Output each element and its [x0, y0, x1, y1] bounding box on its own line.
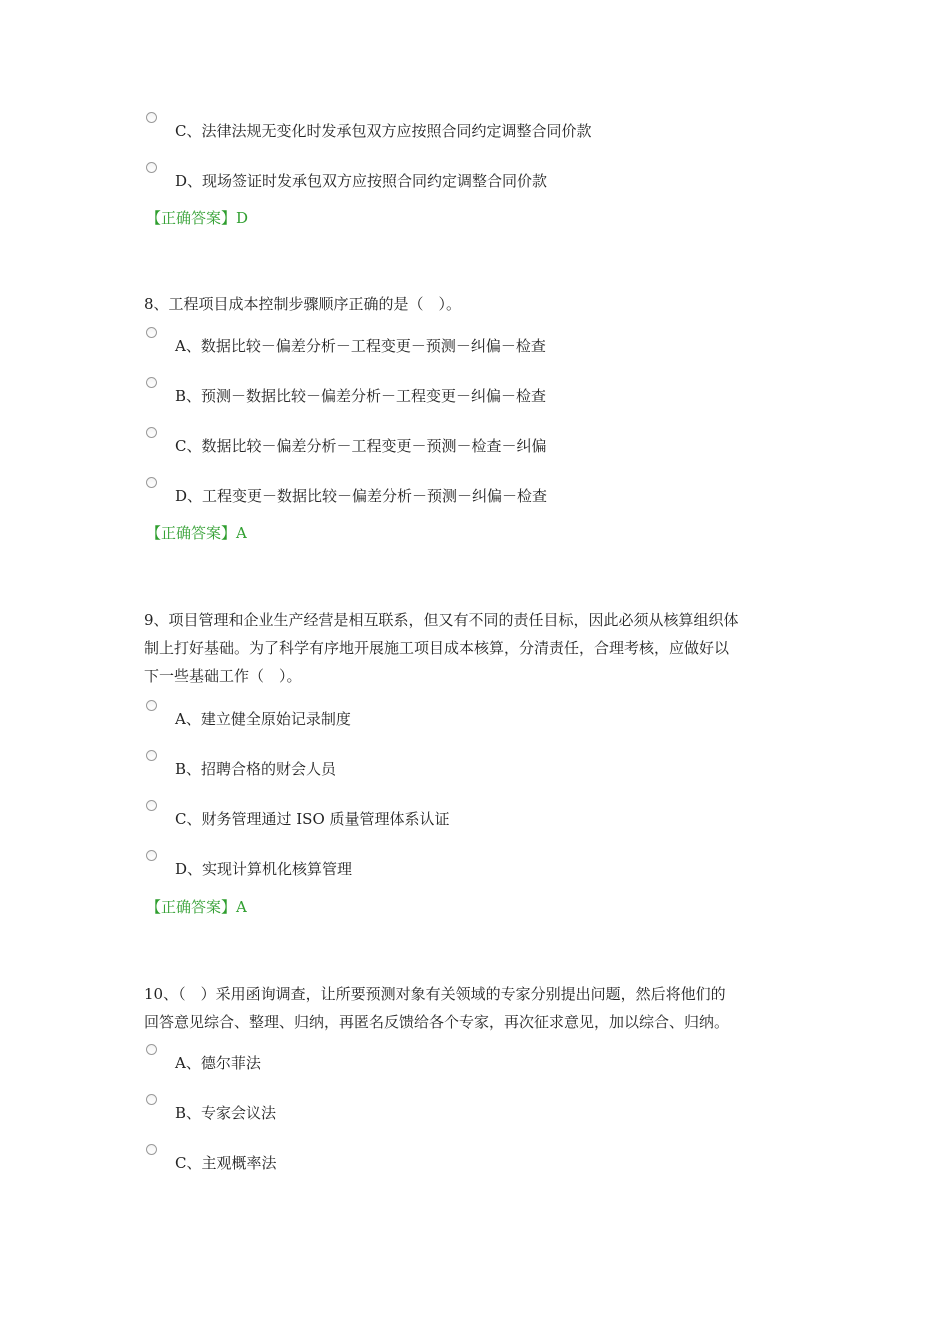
question-text: 10、（ ）采用函询调查，让所要预测对象有关领域的专家分别提出问题，然后将他们的	[144, 985, 726, 1003]
option-c[interactable]	[146, 120, 846, 146]
question-9	[144, 606, 814, 690]
option-label: A、数据比较－偏差分析－工程变更－预测－纠偏－检查	[175, 337, 546, 355]
radio-button-icon[interactable]	[146, 327, 157, 338]
radio-button-icon[interactable]	[146, 800, 157, 811]
question-text: 制上打好基础。为了科学有序地开展施工项目成本核算，分清责任，合理考核，应做好以	[144, 639, 730, 657]
radio-button-icon[interactable]	[146, 477, 157, 488]
option-d[interactable]	[146, 858, 846, 884]
option-c[interactable]	[146, 808, 846, 834]
option-a[interactable]	[146, 1052, 846, 1078]
option-label: D、现场签证时发承包双方应按照合同约定调整合同价款	[175, 172, 548, 190]
option-label: B、专家会议法	[175, 1104, 277, 1122]
option-b[interactable]	[146, 385, 846, 411]
option-d[interactable]	[146, 170, 846, 196]
option-label: A、建立健全原始记录制度	[175, 710, 351, 728]
option-a[interactable]	[146, 708, 846, 734]
radio-button-icon[interactable]	[146, 1044, 157, 1055]
option-b[interactable]	[146, 758, 846, 784]
question-text: 8、工程项目成本控制步骤顺序正确的是（ ）。	[144, 295, 462, 313]
correct-answer: 【正确答案】D	[146, 209, 249, 227]
option-d[interactable]	[146, 485, 846, 511]
question-text: 回答意见综合、整理、归纳，再匿名反馈给各个专家，再次征求意见，加以综合、归纳。	[144, 1013, 730, 1031]
option-label: D、实现计算机化核算管理	[175, 860, 353, 878]
question-text: 下一些基础工作（ ）。	[144, 667, 302, 685]
radio-button-icon[interactable]	[146, 377, 157, 388]
question-10	[144, 980, 814, 1036]
radio-button-icon[interactable]	[146, 850, 157, 861]
correct-answer: 【正确答案】A	[146, 898, 247, 916]
option-label: B、招聘合格的财会人员	[175, 760, 337, 778]
radio-button-icon[interactable]	[146, 162, 157, 173]
radio-button-icon[interactable]	[146, 750, 157, 761]
option-label: C、法律法规无变化时发承包双方应按照合同约定调整合同价款	[175, 122, 592, 140]
radio-button-icon[interactable]	[146, 700, 157, 711]
option-b[interactable]	[146, 1102, 846, 1128]
option-label: D、工程变更－数据比较－偏差分析－预测－纠偏－检查	[175, 487, 548, 505]
option-c[interactable]	[146, 1152, 846, 1178]
option-a[interactable]	[146, 335, 846, 361]
radio-button-icon[interactable]	[146, 1144, 157, 1155]
radio-button-icon[interactable]	[146, 427, 157, 438]
question-text: 9、项目管理和企业生产经营是相互联系，但又有不同的责任目标，因此必须从核算组织体	[144, 611, 739, 629]
radio-button-icon[interactable]	[146, 112, 157, 123]
option-c[interactable]	[146, 435, 846, 461]
option-label: B、预测－数据比较－偏差分析－工程变更－纠偏－检查	[175, 387, 547, 405]
option-label: C、财务管理通过 ISO 质量管理体系认证	[175, 810, 450, 828]
option-label: C、主观概率法	[175, 1154, 277, 1172]
option-label: C、数据比较－偏差分析－工程变更－预测－检查－纠偏	[175, 437, 547, 455]
correct-answer: 【正确答案】A	[146, 524, 247, 542]
radio-button-icon[interactable]	[146, 1094, 157, 1105]
question-8	[144, 290, 814, 318]
option-label: A、德尔菲法	[175, 1054, 261, 1072]
